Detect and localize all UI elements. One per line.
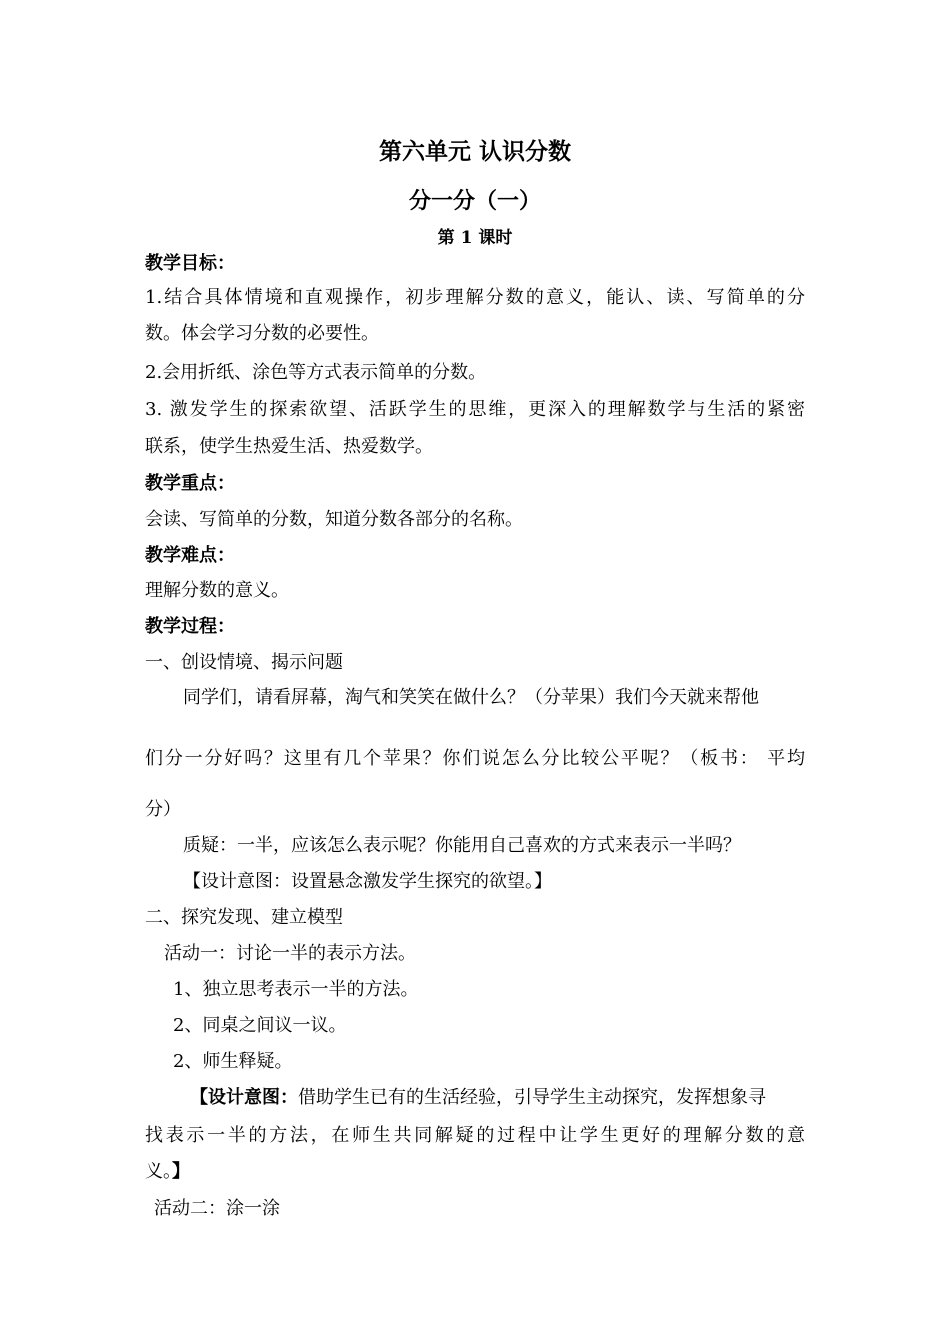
activity-1-item-1: 1、独立思考表示一半的方法。: [173, 979, 419, 1000]
key-points-text: 会读、写简单的分数，知道分数各部分的名称。: [145, 509, 523, 530]
goal-1-line-1: 1.结合具体情境和直观操作，初步理解分数的意义，能认、读、写简单的分: [145, 287, 805, 308]
key-points-heading: 教学重点：: [145, 473, 235, 494]
lesson-title: 分一分（一）: [408, 188, 541, 214]
step-2-heading: 二、探究发现、建立模型: [145, 907, 343, 928]
goal-2: 2.会用折纸、涂色等方式表示简单的分数。: [145, 362, 487, 383]
design-intent-2-line-1: [190, 1086, 766, 1110]
design-intent-2-label: 【设计意图：: [190, 1087, 298, 1108]
difficult-points-heading: 教学难点：: [145, 545, 235, 566]
goal-3-line-2: 联系，使学生热爱生活、热爱数学。: [145, 436, 433, 457]
step-1-heading: 一、创设情境、揭示问题: [145, 652, 343, 673]
period-label: 第 1 课时: [437, 228, 513, 248]
step-1-design-intent: 【设计意图：设置悬念激发学生探究的欲望。】: [183, 871, 552, 892]
unit-title: 第六单元 认识分数: [378, 138, 571, 165]
goal-1-line-2: 数。体会学习分数的必要性。: [145, 323, 379, 344]
activity-2-heading: 活动二：涂一涂: [154, 1198, 280, 1219]
design-intent-2-line-3: [145, 1160, 190, 1184]
design-intent-2-end-text: 义。: [145, 1161, 172, 1182]
design-intent-2-text: 借助学生已有的生活经验，引导学生主动探究，发挥想象寻: [298, 1087, 766, 1108]
design-intent-2-line-2: 找表示一半的方法，在师生共同解疑的过程中让学生更好的理解分数的意: [145, 1125, 805, 1146]
goal-3-line-1: 3. 激发学生的探索欲望、活跃学生的思维，更深入的理解数学与生活的紧密: [145, 399, 805, 420]
difficult-points-text: 理解分数的意义。: [145, 580, 289, 601]
step-1-paragraph-line-1: 同学们，请看屏幕，淘气和笑笑在做什么？（分苹果）我们今天就来帮他: [183, 687, 759, 708]
design-intent-2-close-bracket: 】: [172, 1161, 190, 1182]
activity-1-item-3: 2、师生释疑。: [173, 1051, 293, 1072]
goals-heading: 教学目标：: [145, 253, 235, 274]
activity-1-heading: 活动一：讨论一半的表示方法。: [164, 943, 416, 964]
process-heading: 教学过程：: [145, 616, 235, 637]
step-1-paragraph-line-3: 分）: [145, 799, 181, 820]
step-1-paragraph-line-2: 们分一分好吗？这里有几个苹果？你们说怎么分比较公平呢？（板书： 平均: [145, 748, 805, 769]
activity-1-item-2: 2、同桌之间议一议。: [173, 1015, 347, 1036]
step-1-question: 质疑：一半，应该怎么表示呢？你能用自己喜欢的方式来表示一半吗？: [183, 835, 741, 856]
